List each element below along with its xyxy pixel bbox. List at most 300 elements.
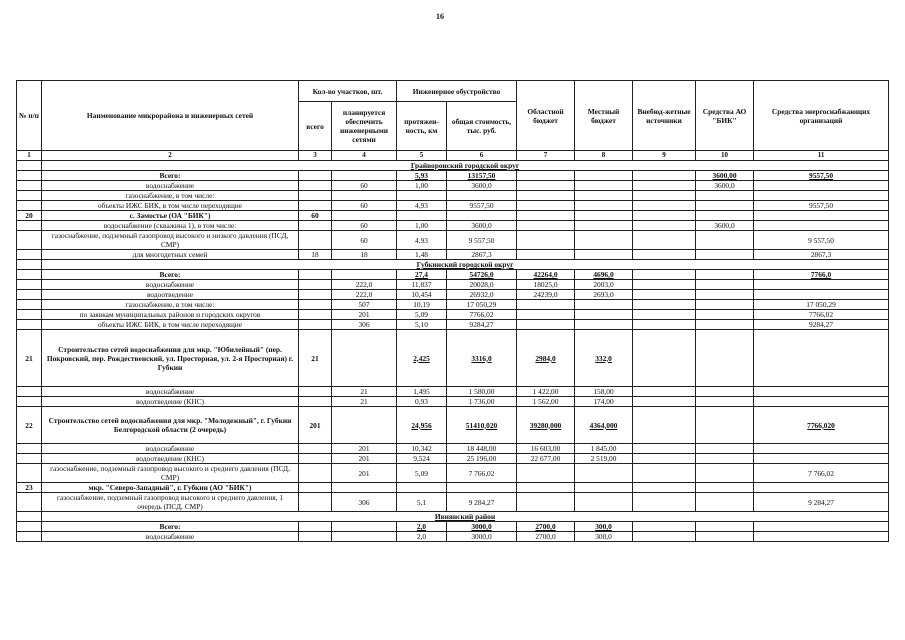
value-cell [696, 191, 754, 201]
value-cell [299, 181, 332, 191]
value-cell: 3600,0 [696, 221, 754, 231]
value-cell: 54726,0 [447, 270, 517, 280]
value-cell: 7766,0 [754, 270, 889, 280]
value-cell: 17 050,29 [447, 300, 517, 310]
value-cell: 27,4 [397, 270, 447, 280]
value-cell [696, 300, 754, 310]
value-cell [299, 280, 332, 290]
value-cell [517, 211, 575, 221]
page-number: 16 [436, 12, 444, 21]
value-cell [633, 454, 696, 464]
column-number: 9 [633, 151, 696, 161]
table-row [17, 483, 889, 493]
value-cell [696, 211, 754, 221]
value-cell: 158,00 [575, 387, 633, 397]
row-name-cell: объекты ИЖС БИК, в том числе переходящие [42, 201, 299, 211]
row-name-cell: водоотведение (КНС) [42, 397, 299, 407]
value-cell [696, 483, 754, 493]
value-cell [332, 330, 397, 387]
row-name-cell: газоснабжение, в том числе: [42, 191, 299, 201]
row-number-cell [17, 191, 42, 201]
value-cell: 0,93 [397, 397, 447, 407]
row-name-cell: водоотведение [42, 290, 299, 300]
value-cell: 3600,00 [696, 171, 754, 181]
value-cell: 60 [332, 201, 397, 211]
row-number-cell [17, 397, 42, 407]
table-row [17, 300, 889, 310]
header-local: Местный бюджет [575, 81, 633, 151]
value-cell [633, 444, 696, 454]
value-cell [754, 397, 889, 407]
header-name: Наименование микрорайона и инженерных сетей [42, 81, 299, 151]
column-number-row [17, 151, 889, 161]
table-row [17, 191, 889, 201]
value-cell [517, 464, 575, 483]
value-cell [633, 532, 696, 542]
value-cell [517, 201, 575, 211]
value-cell: 1 580,00 [447, 387, 517, 397]
value-cell [299, 231, 332, 250]
table-row [17, 387, 889, 397]
value-cell [575, 171, 633, 181]
row-name-cell: объекты ИЖС БИК, в том числе переходящие [42, 320, 299, 330]
value-cell: 201 [332, 444, 397, 454]
value-cell: 21 [299, 330, 332, 387]
value-cell [299, 387, 332, 397]
value-cell [299, 310, 332, 320]
value-cell [517, 181, 575, 191]
value-cell: 9,524 [397, 454, 447, 464]
value-cell [447, 483, 517, 493]
value-cell [517, 250, 575, 260]
row-number-cell [17, 221, 42, 231]
row-number-cell: 23 [17, 483, 42, 493]
value-cell: 7766,02 [754, 310, 889, 320]
value-cell: 201 [332, 454, 397, 464]
value-cell: 2700,0 [517, 522, 575, 532]
table-row [17, 270, 889, 280]
table-row [17, 532, 889, 542]
row-number-cell [17, 493, 42, 512]
value-cell [332, 407, 397, 444]
value-cell [517, 231, 575, 250]
value-cell [754, 221, 889, 231]
column-number: 6 [447, 151, 517, 161]
value-cell: 507 [332, 300, 397, 310]
row-name-cell: водоснабжение [42, 181, 299, 191]
value-cell [633, 493, 696, 512]
value-cell [332, 522, 397, 532]
value-cell [332, 483, 397, 493]
value-cell: 201 [299, 407, 332, 444]
value-cell [633, 464, 696, 483]
table-row [17, 444, 889, 454]
value-cell: 5,09 [397, 310, 447, 320]
value-cell [696, 464, 754, 483]
value-cell [575, 483, 633, 493]
value-cell: 9 284,27 [754, 493, 889, 512]
value-cell: 5,93 [397, 171, 447, 181]
value-cell [633, 231, 696, 250]
data-table-container [16, 80, 889, 542]
value-cell: 9557,50 [447, 201, 517, 211]
value-cell: 174,00 [575, 397, 633, 407]
row-number-cell [17, 522, 42, 532]
value-cell [754, 522, 889, 532]
header-num: № п/п [17, 81, 42, 151]
value-cell [633, 191, 696, 201]
value-cell: 1,00 [397, 181, 447, 191]
value-cell [517, 171, 575, 181]
value-cell [754, 387, 889, 397]
value-cell [332, 171, 397, 181]
value-cell: 60 [332, 231, 397, 250]
value-cell: 10,342 [397, 444, 447, 454]
value-cell [696, 387, 754, 397]
value-cell: 9 557,50 [754, 231, 889, 250]
region-num-cell [17, 260, 42, 270]
value-cell [696, 454, 754, 464]
data-table [16, 80, 889, 542]
value-cell [575, 320, 633, 330]
row-name-cell: Всего: [42, 522, 299, 532]
value-cell [754, 191, 889, 201]
value-cell [633, 387, 696, 397]
header-offbudget: Внебюд-жетные источники [633, 81, 696, 151]
header-cost: общая стоимость, тыс. руб. [447, 102, 517, 151]
row-number-cell [17, 201, 42, 211]
value-cell [575, 464, 633, 483]
region-num-cell [17, 512, 42, 522]
value-cell [754, 211, 889, 221]
row-number-cell [17, 454, 42, 464]
value-cell: 9557,50 [754, 201, 889, 211]
value-cell [299, 532, 332, 542]
value-cell [696, 280, 754, 290]
row-name-cell: для многодетных семей [42, 250, 299, 260]
value-cell: 39280,000 [517, 407, 575, 444]
value-cell: 300,0 [575, 532, 633, 542]
value-cell [299, 300, 332, 310]
row-number-cell [17, 464, 42, 483]
value-cell: 2984,0 [517, 330, 575, 387]
value-cell [633, 211, 696, 221]
value-cell: 9284,27 [447, 320, 517, 330]
value-cell: 2,425 [397, 330, 447, 387]
table-row [17, 407, 889, 444]
value-cell: 26932,0 [447, 290, 517, 300]
value-cell [299, 320, 332, 330]
value-cell: 2867,3 [754, 250, 889, 260]
value-cell [575, 300, 633, 310]
value-cell: 2 519,00 [575, 454, 633, 464]
value-cell: 300,0 [575, 522, 633, 532]
value-cell [397, 211, 447, 221]
value-cell [696, 270, 754, 280]
row-name-cell: Всего: [42, 270, 299, 280]
row-number-cell [17, 310, 42, 320]
value-cell [575, 221, 633, 231]
value-cell: 21 [332, 397, 397, 407]
value-cell: 4,93 [397, 201, 447, 211]
value-cell: 42264,0 [517, 270, 575, 280]
region-num-cell [17, 161, 42, 171]
value-cell: 1 562,00 [517, 397, 575, 407]
value-cell: 1,48 [397, 250, 447, 260]
value-cell [754, 181, 889, 191]
table-row [17, 522, 889, 532]
column-number: 1 [17, 151, 42, 161]
row-number-cell [17, 231, 42, 250]
value-cell: 3600,0 [447, 221, 517, 231]
value-cell: 20028,0 [447, 280, 517, 290]
row-number-cell [17, 532, 42, 542]
value-cell [299, 191, 332, 201]
row-number-cell [17, 387, 42, 397]
value-cell: 13157,50 [447, 171, 517, 181]
column-number: 11 [754, 151, 889, 161]
value-cell: 9557,50 [754, 171, 889, 181]
value-cell: 18025,0 [517, 280, 575, 290]
table-row [17, 181, 889, 191]
value-cell: 24239,0 [517, 290, 575, 300]
value-cell: 1 736,00 [447, 397, 517, 407]
value-cell [332, 211, 397, 221]
table-row [17, 290, 889, 300]
value-cell [696, 522, 754, 532]
value-cell: 9284,27 [754, 320, 889, 330]
value-cell [633, 181, 696, 191]
value-cell: 17 050,29 [754, 300, 889, 310]
row-name-cell: мкр. "Северо-Западный", г. Губкин (АО "БИК") [42, 483, 299, 493]
value-cell [299, 171, 332, 181]
value-cell: 332,0 [575, 330, 633, 387]
value-cell: 7766,02 [447, 310, 517, 320]
value-cell [299, 483, 332, 493]
value-cell [633, 483, 696, 493]
value-cell [696, 532, 754, 542]
row-number-cell [17, 280, 42, 290]
value-cell [633, 397, 696, 407]
value-cell: 4364,000 [575, 407, 633, 444]
header-plots: Кол-во участков, шт. [299, 81, 397, 102]
value-cell [754, 330, 889, 387]
table-row [17, 397, 889, 407]
table-row [17, 211, 889, 221]
value-cell [633, 221, 696, 231]
value-cell [633, 171, 696, 181]
value-cell [696, 250, 754, 260]
table-row [17, 231, 889, 250]
value-cell: 10,454 [397, 290, 447, 300]
value-cell [696, 407, 754, 444]
value-cell [397, 191, 447, 201]
value-cell [633, 320, 696, 330]
value-cell [299, 493, 332, 512]
row-name-cell: по заявкам муниципальных районов и городских округов [42, 310, 299, 320]
value-cell [754, 454, 889, 464]
value-cell [299, 290, 332, 300]
region-row [17, 260, 889, 270]
value-cell [754, 444, 889, 454]
row-name-cell: водоснабжение [42, 444, 299, 454]
value-cell [633, 280, 696, 290]
value-cell [575, 211, 633, 221]
row-name-cell: водоснабжение [42, 280, 299, 290]
value-cell: 222,0 [332, 290, 397, 300]
table-row [17, 201, 889, 211]
value-cell [633, 300, 696, 310]
table-row [17, 221, 889, 231]
row-number-cell: 20 [17, 211, 42, 221]
value-cell [299, 444, 332, 454]
row-name-cell: Строительство сетей водоснабжения для мкр. "Юбилейный" (пер. Покровский, пер. Рождественский, ул. Просторная, ул. 2-я Просторная) г. Губкин [42, 330, 299, 387]
row-number-cell [17, 444, 42, 454]
value-cell: 4696,0 [575, 270, 633, 280]
value-cell: 2693,0 [575, 290, 633, 300]
value-cell: 5,09 [397, 464, 447, 483]
row-name-cell: водоснабжение (скважина 1), в том числе: [42, 221, 299, 231]
value-cell: 18 [332, 250, 397, 260]
value-cell [633, 250, 696, 260]
value-cell: 5,10 [397, 320, 447, 330]
value-cell [696, 493, 754, 512]
table-row [17, 454, 889, 464]
value-cell [696, 320, 754, 330]
value-cell: 3600,0 [696, 181, 754, 191]
value-cell [332, 270, 397, 280]
row-number-cell: 21 [17, 330, 42, 387]
value-cell [754, 290, 889, 300]
value-cell: 5,1 [397, 493, 447, 512]
value-cell: 60 [332, 221, 397, 231]
value-cell: 51410,020 [447, 407, 517, 444]
value-cell: 24,956 [397, 407, 447, 444]
value-cell [575, 231, 633, 250]
row-number-cell [17, 290, 42, 300]
header-infra: Инженерное обустройство [397, 81, 517, 102]
value-cell [575, 310, 633, 320]
region-title: Ивнянский район [42, 512, 889, 522]
column-number: 4 [332, 151, 397, 161]
value-cell: 9 557,50 [447, 231, 517, 250]
value-cell [633, 201, 696, 211]
value-cell [299, 464, 332, 483]
value-cell [517, 191, 575, 201]
table-row [17, 310, 889, 320]
row-name-cell: с. Замостье (ОА "БИК") [42, 211, 299, 221]
row-name-cell: водоснабжение [42, 532, 299, 542]
value-cell: 60 [299, 211, 332, 221]
row-name-cell: водоотведение (КНС) [42, 454, 299, 464]
value-cell [696, 201, 754, 211]
header-regional: Областной бюджет [517, 81, 575, 151]
row-number-cell [17, 300, 42, 310]
value-cell [754, 532, 889, 542]
value-cell: 18 [299, 250, 332, 260]
column-number: 5 [397, 151, 447, 161]
value-cell [397, 483, 447, 493]
value-cell: 3000,0 [447, 522, 517, 532]
value-cell [633, 310, 696, 320]
value-cell [696, 231, 754, 250]
value-cell: 7766,020 [754, 407, 889, 444]
value-cell [754, 483, 889, 493]
table-body [17, 161, 889, 542]
value-cell: 2,0 [397, 522, 447, 532]
value-cell: 2,0 [397, 532, 447, 542]
row-name-cell: Строительство сетей водоснабжения для мкр. "Молодежный", г. Губкин Белгородской области (2 очередь) [42, 407, 299, 444]
value-cell [575, 191, 633, 201]
value-cell: 306 [332, 320, 397, 330]
column-number: 10 [696, 151, 754, 161]
header-bik: Средства АО "БИК" [696, 81, 754, 151]
value-cell: 11,837 [397, 280, 447, 290]
table-row [17, 464, 889, 483]
value-cell: 2700,0 [517, 532, 575, 542]
value-cell [696, 310, 754, 320]
region-title: Губкинский городской округ [42, 260, 889, 270]
value-cell: 22 677,00 [517, 454, 575, 464]
value-cell [332, 532, 397, 542]
value-cell [517, 320, 575, 330]
table-row [17, 280, 889, 290]
value-cell [696, 444, 754, 454]
header-plots-total: всего [299, 102, 332, 151]
value-cell [299, 454, 332, 464]
value-cell [299, 522, 332, 532]
value-cell: 1 422,00 [517, 387, 575, 397]
row-name-cell: газоснабжение, подземный газопровод высокого и среднего давления, 1 очередь (ПСД, СМР) [42, 493, 299, 512]
row-name-cell: газоснабжение, в том числе: [42, 300, 299, 310]
value-cell: 25 196,00 [447, 454, 517, 464]
column-number: 8 [575, 151, 633, 161]
region-row [17, 161, 889, 171]
header-energy: Средства энергоснабжающих организаций [754, 81, 889, 151]
row-number-cell [17, 320, 42, 330]
value-cell [696, 330, 754, 387]
table-row [17, 171, 889, 181]
value-cell: 1 845,00 [575, 444, 633, 454]
table-row [17, 493, 889, 512]
value-cell: 4,93 [397, 231, 447, 250]
row-number-cell [17, 181, 42, 191]
value-cell [517, 493, 575, 512]
value-cell [517, 483, 575, 493]
value-cell: 201 [332, 310, 397, 320]
row-name-cell: Всего: [42, 171, 299, 181]
row-number-cell [17, 250, 42, 260]
value-cell [575, 493, 633, 512]
value-cell: 9 284,27 [447, 493, 517, 512]
value-cell [299, 201, 332, 211]
row-name-cell: водоснабжение [42, 387, 299, 397]
value-cell [575, 181, 633, 191]
value-cell [299, 270, 332, 280]
column-number: 3 [299, 151, 332, 161]
column-number: 7 [517, 151, 575, 161]
value-cell [517, 310, 575, 320]
header-length: протяжен-ность, км [397, 102, 447, 151]
row-number-cell [17, 171, 42, 181]
value-cell: 60 [332, 181, 397, 191]
value-cell [517, 221, 575, 231]
value-cell: 18 448,00 [447, 444, 517, 454]
table-row [17, 250, 889, 260]
region-title: Грайворонский городской округ [42, 161, 889, 171]
row-name-cell: газоснабжение, подземный газопровод высокого и низкого давления (ПСД, СМР) [42, 231, 299, 250]
value-cell: 7 766,02 [447, 464, 517, 483]
